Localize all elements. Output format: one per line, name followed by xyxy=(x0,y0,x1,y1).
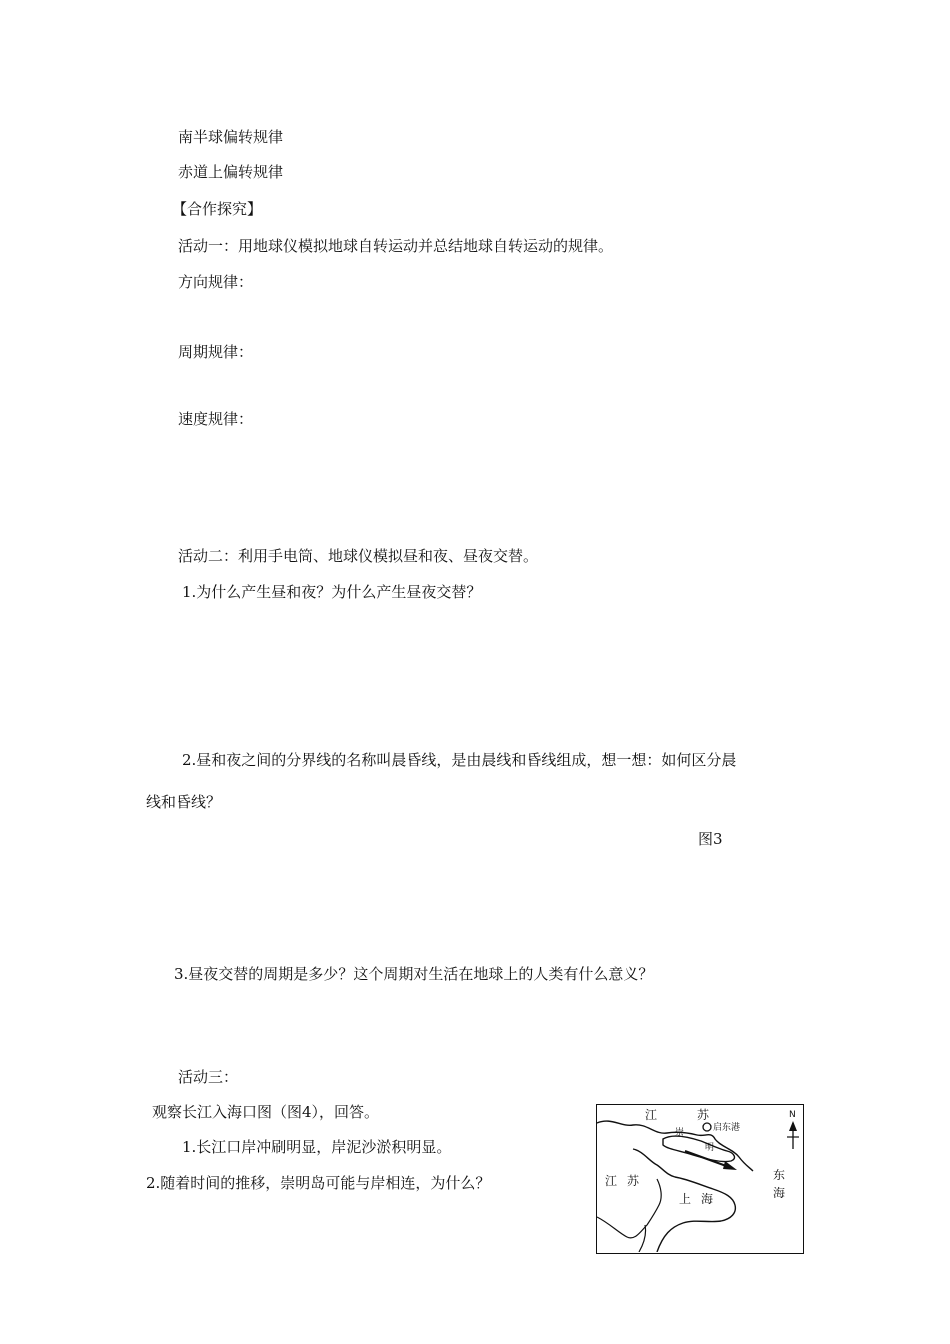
observe-instruction: 观察长江入海口图（图4），回答。 xyxy=(152,1103,380,1121)
equator-line: 赤道上偏转规律 xyxy=(178,163,284,181)
map-label-ming: 明 xyxy=(705,1143,715,1153)
map-label-jiang-left: 江 xyxy=(605,1174,618,1188)
north-arrowhead xyxy=(789,1121,797,1131)
south-hemisphere-line: 南半球偏转规律 xyxy=(178,128,284,146)
yangtze-estuary-map xyxy=(596,1104,804,1254)
map-label-qidong: 启东港 xyxy=(713,1123,741,1133)
map-label-su-left: 苏 xyxy=(627,1174,640,1188)
question-3: 3.昼夜交替的周期是多少？这个周期对生活在地球上的人类有什么意义？ xyxy=(174,965,654,983)
map-label-jiang-top: 江 xyxy=(645,1108,658,1122)
question-2-line2: 线和昏线？ xyxy=(146,793,222,811)
activity3-question-2: 2.随着时间的推移，崇明岛可能与岸相连，为什么？ xyxy=(146,1174,491,1192)
activity3-text: 活动三： xyxy=(178,1068,239,1086)
speed-rule-label: 速度规律： xyxy=(178,410,254,428)
activity1-text: 活动一：用地球仪模拟地球自转运动并总结地球自转运动的规律。 xyxy=(178,237,614,255)
map-label-dong: 东 xyxy=(773,1168,786,1182)
border-line xyxy=(639,1225,646,1252)
activity3-question-1: 1.长江口岸冲刷明显，岸泥沙淤积明显。 xyxy=(182,1138,452,1156)
map-label-shang: 上 xyxy=(679,1192,692,1206)
north-letter: N xyxy=(789,1110,796,1120)
map-label-hai-sea: 海 xyxy=(773,1186,786,1200)
figure-3-caption: 图3 xyxy=(698,830,723,848)
map-label-su-top: 苏 xyxy=(697,1108,710,1122)
period-rule-label: 周期规律： xyxy=(178,343,254,361)
question-2-line1: 2.昼和夜之间的分界线的名称叫晨昏线，是由晨线和昏线组成，想一想：如何区分晨 xyxy=(182,751,737,769)
chongming-island xyxy=(663,1136,734,1162)
cooperative-heading: 【合作探究】 xyxy=(172,200,263,218)
question-1: 1.为什么产生昼和夜？为什么产生昼夜交替？ xyxy=(182,583,482,601)
flow-arrowhead xyxy=(723,1161,737,1170)
activity2-text: 活动二：利用手电筒、地球仪模拟昼和夜、昼夜交替。 xyxy=(178,547,539,565)
flow-arrow xyxy=(685,1151,729,1167)
map-label-hai: 海 xyxy=(701,1192,714,1206)
qidong-port-marker xyxy=(703,1123,711,1131)
map-label-chong: 崇 xyxy=(675,1128,685,1138)
direction-rule-label: 方向规律： xyxy=(178,273,254,291)
